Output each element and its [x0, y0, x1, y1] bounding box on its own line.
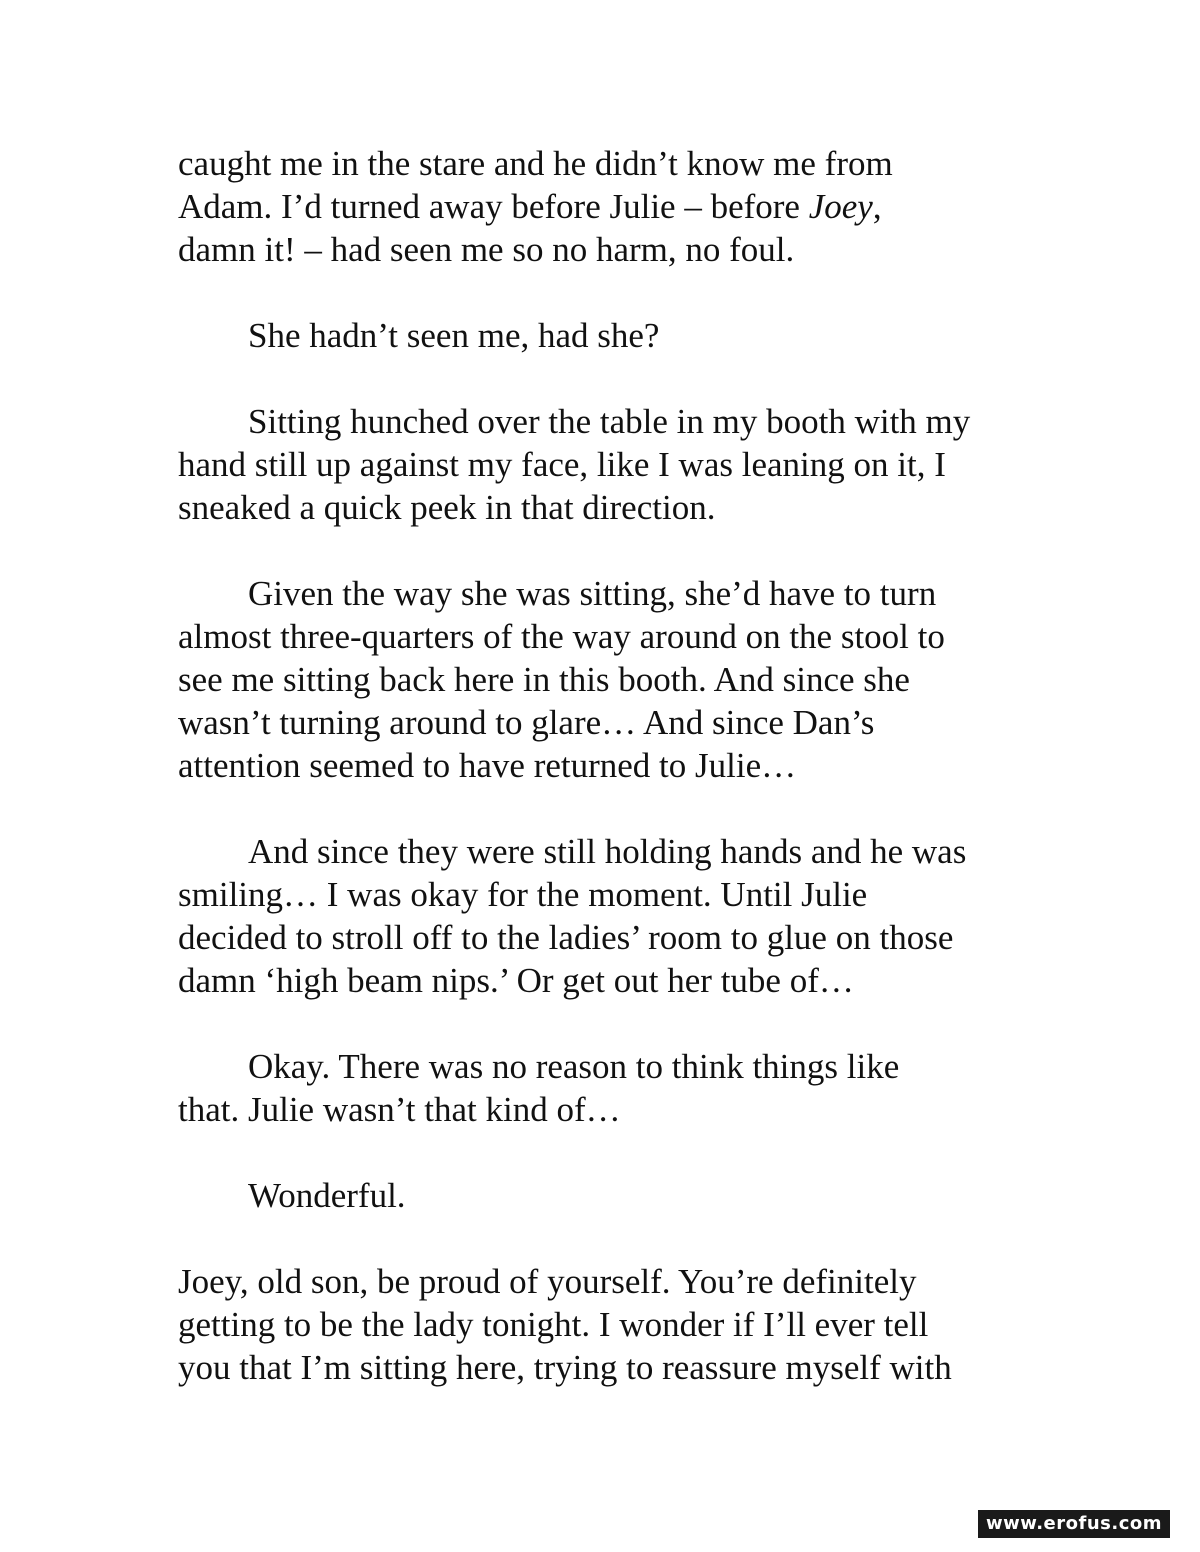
- document-page: [178, 142, 1058, 1432]
- text-line: you that I’m sitting here, trying to reassure myself with: [178, 1348, 952, 1387]
- text-line: almost three-quarters of the way around on the stool to: [178, 617, 945, 656]
- text-line: damn it! – had seen me so no harm, no foul.: [178, 230, 795, 269]
- paragraph: [178, 1045, 1058, 1131]
- text-line: smiling… I was okay for the moment. Until Julie: [178, 875, 868, 914]
- text-line: She hadn’t seen me, had she?: [248, 316, 660, 355]
- text-line: sneaked a quick peek in that direction.: [178, 488, 716, 527]
- text-line: Okay. There was no reason to think things like: [248, 1047, 900, 1086]
- text-line: Adam. I’d turned away before Julie – before Joey,: [178, 187, 882, 226]
- paragraph: [178, 830, 1058, 1002]
- text-line: wasn’t turning around to glare… And since Dan’s: [178, 703, 875, 742]
- paragraph: [178, 142, 1058, 271]
- paragraph: [178, 572, 1058, 787]
- text-line: Sitting hunched over the table in my booth with my: [248, 402, 971, 441]
- paragraph: [178, 314, 1058, 357]
- paragraph: [178, 400, 1058, 529]
- text-line: And since they were still holding hands and he was: [248, 832, 967, 871]
- text-line: Wonderful.: [248, 1176, 406, 1215]
- text-line: Joey, old son, be proud of yourself. You’re definitely: [178, 1262, 917, 1301]
- text-line: see me sitting back here in this booth. And since she: [178, 660, 910, 699]
- paragraph: [178, 1174, 1058, 1217]
- watermark: www.erofus.com: [978, 1510, 1170, 1538]
- italic-name: Joey: [808, 187, 873, 226]
- paragraph: [178, 1260, 1058, 1389]
- text-line: caught me in the stare and he didn’t know me from: [178, 144, 893, 183]
- text-line: hand still up against my face, like I was leaning on it, I: [178, 445, 946, 484]
- text-line: damn ‘high beam nips.’ Or get out her tube of…: [178, 961, 854, 1000]
- text-line: decided to stroll off to the ladies’ room to glue on those: [178, 918, 954, 957]
- text-line: attention seemed to have returned to Julie…: [178, 746, 797, 785]
- text-line: Given the way she was sitting, she’d have to turn: [248, 574, 937, 613]
- text-line: getting to be the lady tonight. I wonder if I’ll ever tell: [178, 1305, 929, 1344]
- text-line: that. Julie wasn’t that kind of…: [178, 1090, 621, 1129]
